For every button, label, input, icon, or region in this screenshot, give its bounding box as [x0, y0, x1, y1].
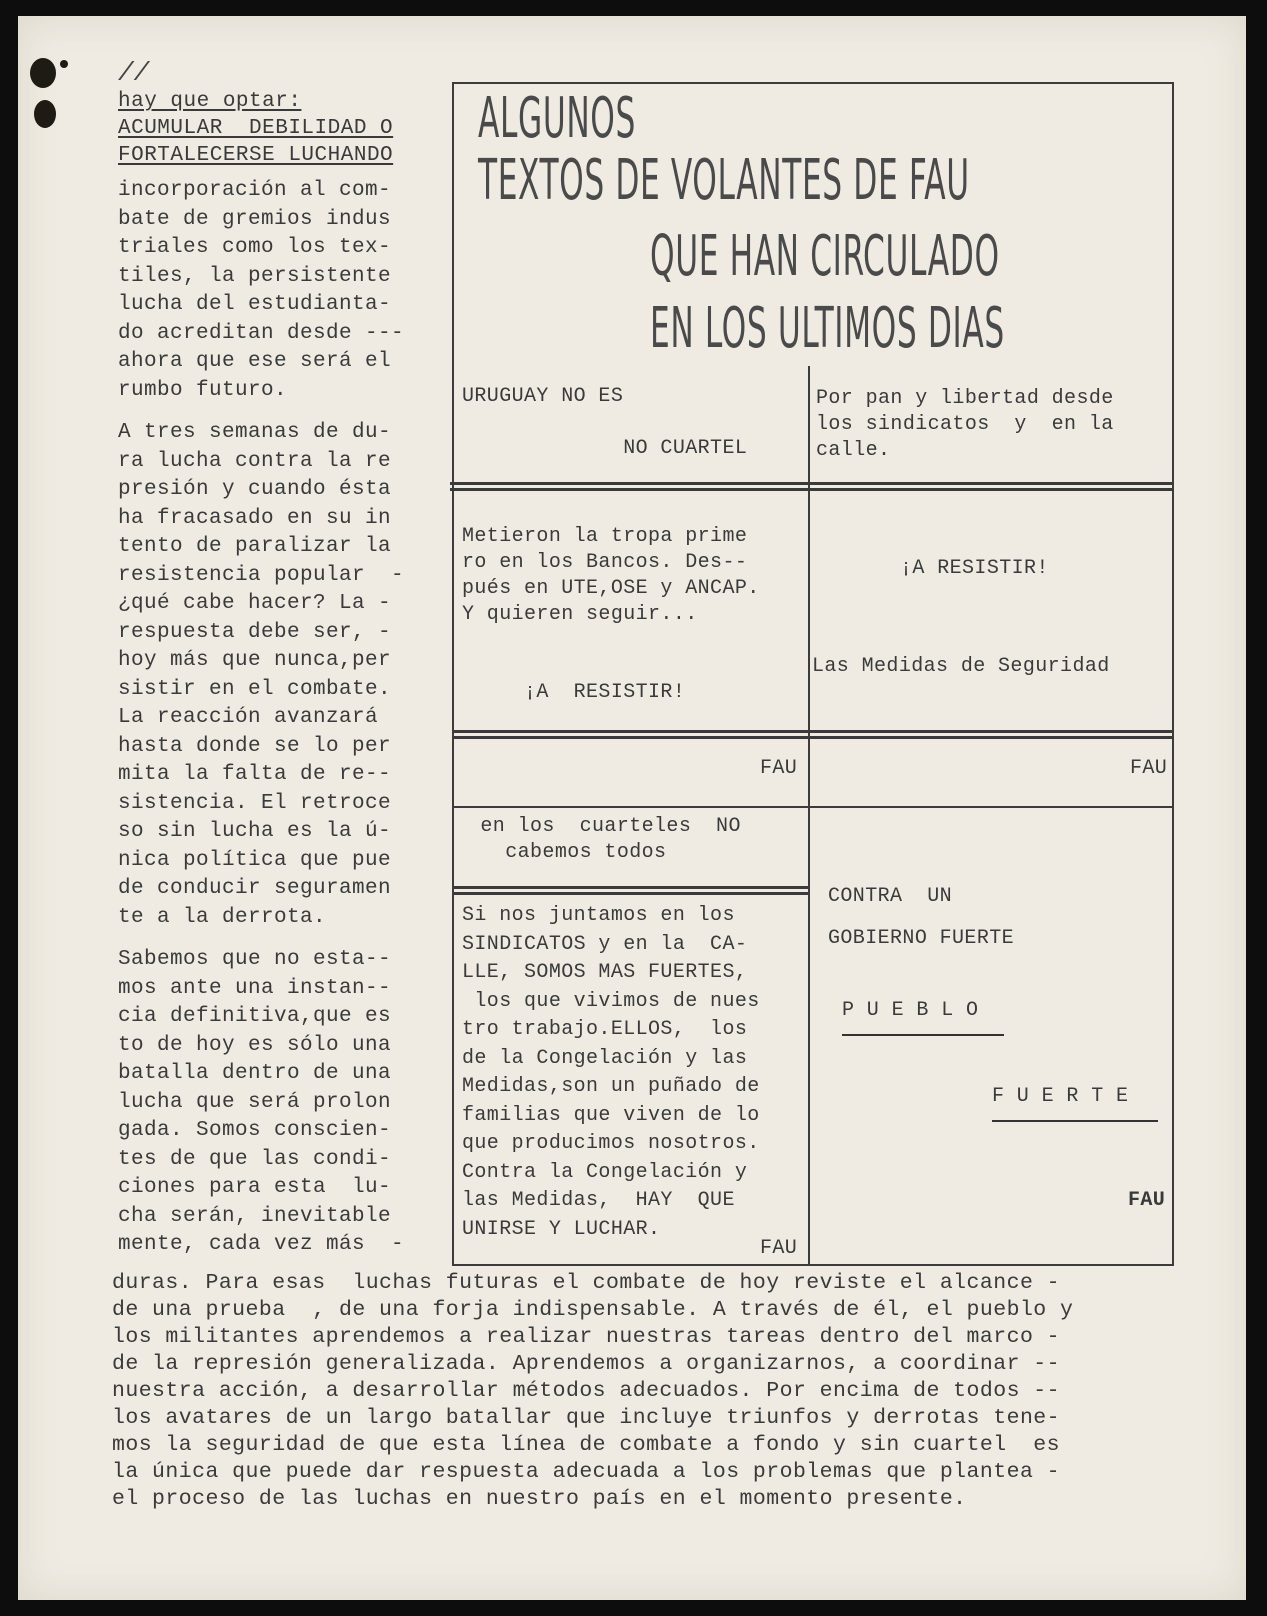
flyer-line: ro en los Bancos. Des-- — [462, 551, 748, 574]
paragraph-line: lucha que será prolon — [118, 1090, 392, 1114]
heading-line-1: hay que optar: — [118, 90, 302, 113]
flyer-line: en los cuarteles NO — [468, 815, 741, 838]
bottom-line: duras. Para esas luchas futuras el combate de hoy reviste el alcance - — [112, 1271, 1060, 1295]
flyer-line — [462, 628, 760, 654]
flyer-line: Medidas,son un puñado de — [462, 1075, 760, 1098]
paragraph-line: cha serán, inevitable — [118, 1204, 392, 1228]
flyer-metieron-la-tropa — [462, 524, 760, 706]
paragraph-line: mita la falta de re-- — [118, 763, 392, 786]
paragraph-line: cia definitiva,que es — [118, 1005, 392, 1028]
flyer-si-nos-juntamos — [462, 902, 760, 1244]
bottom-line: los militantes aprendemos a realizar nuestras tareas dentro del marco - — [112, 1325, 1060, 1349]
paragraph-line: rumbo futuro. — [118, 378, 288, 402]
bottom-line: los avatares de un largo batallar que incluye triunfos y derrotas tene- — [112, 1406, 1060, 1430]
rust-stain — [60, 60, 68, 68]
paragraph-line: ahora que ese será el — [118, 350, 392, 373]
heading-line-2: ACUMULAR DEBILIDAD O — [118, 117, 394, 140]
flyer-line: Si nos juntamos en los — [462, 904, 735, 927]
double-rule-2 — [454, 730, 1174, 739]
paragraph-line: triales como los tex- — [118, 236, 392, 259]
paragraph-line: sistir en el combate. — [118, 677, 392, 701]
title-line-2: TEXTOS DE VOLANTES DE FAU — [478, 148, 970, 213]
paragraph-line: ciones para esta lu- — [118, 1176, 392, 1199]
paragraph-line: so sin lucha es la ú- — [118, 820, 392, 843]
flyer-contra-un: CONTRA UN — [828, 885, 953, 908]
paragraph-line: ra lucha contra la re — [118, 449, 392, 473]
flyer-line: Y quieren seguir... — [462, 603, 698, 626]
paragraph-2 — [118, 419, 434, 932]
paragraph-line: te a la derrota. — [118, 905, 327, 929]
bottom-line: nuestra acción, a desarrollar métodos adecuados. Por encima de todos -- — [112, 1379, 1060, 1403]
title-line-4: EN LOS ULTIMOS DIAS — [650, 296, 1005, 361]
fau-signature-right: FAU — [1130, 757, 1168, 780]
flyer-line — [462, 410, 747, 436]
bottom-line: de la represión generalizada. Aprendemos a organizarnos, a coordinar -- — [112, 1352, 1060, 1376]
flyer-line: NO CUARTEL — [462, 437, 748, 460]
flyer-line — [462, 654, 760, 680]
flyer-line: las Medidas, HAY QUE — [462, 1189, 735, 1212]
flyer-line: calle. — [816, 439, 891, 462]
flyer-pan-y-libertad — [816, 386, 1114, 464]
bottom-line: mos la seguridad de que esta línea de combate a fondo y sin cuartel es — [112, 1433, 1060, 1457]
flyer-line: tro trabajo.ELLOS, los — [462, 1018, 748, 1041]
paragraph-line: A tres semanas de du- — [118, 421, 392, 444]
paragraph-line: Sabemos que no esta-- — [118, 948, 392, 971]
paragraph-line: mos ante una instan-- — [118, 976, 392, 1000]
paragraph-line: nica política que pue — [118, 848, 392, 872]
paragraph-line: mente, cada vez más - — [118, 1233, 405, 1256]
paragraph-line: hoy más que nunca,per — [118, 649, 392, 672]
page-mark: // — [118, 58, 150, 88]
flyer-pueblo: P U E B L O — [842, 999, 979, 1022]
double-rule-4 — [454, 886, 810, 895]
flyer-line: los sindicatos y en la — [816, 413, 1114, 436]
flyer-line: Metieron la tropa prime — [462, 525, 748, 548]
paragraph-line: ¿qué cabe hacer? La - — [118, 592, 392, 615]
paragraph-line: tiles, la persistente — [118, 264, 392, 288]
flyer-a-resistir: ¡A RESISTIR! — [900, 557, 1049, 580]
fau-signature-left: FAU — [760, 757, 798, 780]
paragraph-1 — [118, 177, 434, 405]
flyer-line: familias que viven de lo — [462, 1103, 760, 1127]
left-column — [118, 88, 434, 1260]
paragraph-line: batalla dentro de una — [118, 1062, 392, 1085]
paragraph-line: hasta donde se lo per — [118, 734, 392, 758]
paragraph-line: de conducir seguramen — [118, 877, 392, 900]
flyer-line: que producimos nosotros. — [462, 1132, 760, 1155]
rule-3 — [454, 806, 1174, 808]
flyer-gobierno-fuerte: GOBIERNO FUERTE — [828, 927, 1015, 950]
flyer-uruguay-no-es — [462, 384, 747, 462]
flyer-line: URUGUAY NO ES — [462, 385, 624, 408]
bottom-line: de una prueba , de una forja indispensable. A través de él, el pueblo y — [112, 1298, 1074, 1322]
flyer-line: los que vivimos de nues — [462, 989, 760, 1013]
heading-line-3: FORTALECERSE LUCHANDO — [118, 144, 394, 167]
flyer-line: Por pan y libertad desde — [816, 387, 1114, 410]
flyer-line: cabemos todos — [468, 841, 667, 864]
paragraph-line: La reacción avanzará — [118, 706, 379, 729]
title-line-1: ALGUNOS — [478, 86, 636, 151]
paragraph-line: resistencia popular - — [118, 563, 405, 587]
fau-signature-c4: FAU — [760, 1237, 798, 1260]
paragraph-line: to de hoy es sólo una — [118, 1033, 392, 1057]
bottom-paragraph — [112, 1270, 1192, 1513]
flyer-line: Contra la Congelación y — [462, 1160, 748, 1184]
paragraph-line: tento de paralizar la — [118, 535, 392, 558]
flyer-line: ¡A RESISTIR! — [462, 681, 686, 704]
flyer-line: de la Congelación y las — [462, 1046, 748, 1070]
center-divider — [808, 366, 810, 1266]
paragraph-line: incorporación al com- — [118, 179, 392, 202]
paragraph-line: gada. Somos conscien- — [118, 1119, 392, 1142]
paragraph-line: ha fracasado en su in — [118, 506, 392, 530]
flyer-line: LLE, SOMOS MAS FUERTES, — [462, 961, 748, 984]
paragraph-line: respuesta debe ser, - — [118, 620, 392, 644]
flyer-line: SINDICATOS y en la CA- — [462, 932, 748, 956]
paragraph-3 — [118, 946, 434, 1260]
bottom-line: el proceso de las luchas en nuestro país en el momento presente. — [112, 1487, 967, 1511]
flyer-line: pués en UTE,OSE y ANCAP. — [462, 577, 760, 600]
paragraph-line: do acreditan desde --- — [118, 321, 405, 345]
paragraph-line: bate de gremios indus — [118, 207, 392, 231]
flyer-en-los-cuarteles — [468, 814, 741, 866]
flyer-line: UNIRSE Y LUCHAR. — [462, 1217, 661, 1241]
paragraph-line: tes de que las condi- — [118, 1147, 392, 1171]
title-line-3: QUE HAN CIRCULADO — [650, 224, 1000, 289]
paragraph-line: lucha del estudianta- — [118, 293, 392, 316]
rust-stain — [34, 100, 56, 128]
flyer-medidas-seguridad: Las Medidas de Seguridad — [812, 655, 1110, 678]
flyers-box — [452, 82, 1174, 1266]
double-rule-1 — [450, 482, 1174, 491]
bottom-line: la única que puede dar respuesta adecuada a los problemas que plantea - — [112, 1460, 1060, 1484]
paragraph-line: sistencia. El retroce — [118, 791, 392, 815]
fau-signature-c4-right: FAU — [1128, 1189, 1166, 1212]
fuerte-underline — [992, 1120, 1158, 1122]
rust-stain — [30, 58, 56, 88]
flyer-fuerte: F U E R T E — [992, 1085, 1129, 1108]
paragraph-line: presión y cuando ésta — [118, 478, 392, 501]
pueblo-underline — [842, 1034, 1004, 1036]
